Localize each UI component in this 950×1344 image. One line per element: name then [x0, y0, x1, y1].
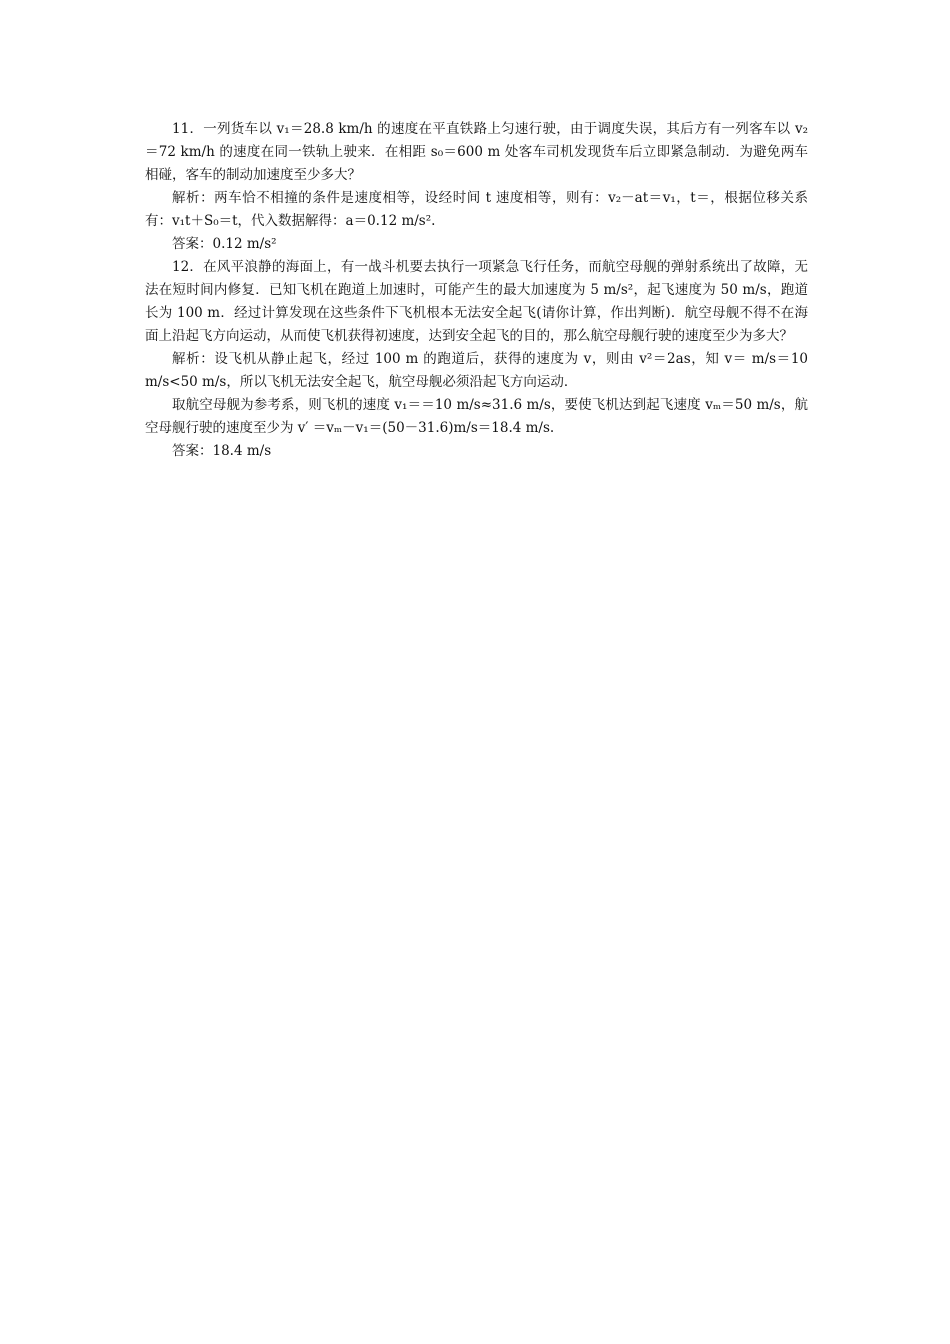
problem-11: [145, 118, 808, 256]
problem-12-question: 12．在风平浪静的海面上，有一战斗机要去执行一项紧急飞行任务，而航空母舰的弹射系统出了故障，无法在短时间内修复．已知飞机在跑道上加速时，可能产生的最大加速度为 5 m/s²，起飞速度为 50 m/s，跑道长为 100 m．经过计算发现在这些条件下飞机根本无法安全起飞(请你计算，作出判断)．航空母舰不得不在海面上沿起飞方向运动，从而使飞机获得初速度，达到安全起飞的目的，那么航空母舰行驶的速度至少为多大？: [145, 259, 808, 344]
problem-11-answer: 答案：0.12 m/s²: [172, 236, 277, 252]
problem-11-question: 11．一列货车以 v₁＝28.8 km/h 的速度在平直铁路上匀速行驶，由于调度失误，其后方有一列客车以 v₂＝72 km/h 的速度在同一铁轨上驶来．在相距 s₀＝600 m 处客车司机发现货车后立即紧急制动．为避免两车相碰，客车的制动加速度至少多大？: [145, 121, 808, 183]
document-page: [145, 118, 808, 463]
problem-12: [145, 256, 808, 463]
problem-12-answer: 答案：18.4 m/s: [172, 443, 272, 459]
problem-11-solution: 解析：两车恰不相撞的条件是速度相等，设经时间 t 速度相等，则有：v₂－at＝v₁，t＝，根据位移关系有：v₁t＋S₀＝t，代入数据解得：a＝0.12 m/s².: [145, 190, 808, 229]
problem-12-solution-1: 解析：设飞机从静止起飞，经过 100 m 的跑道后，获得的速度为 v，则由 v²＝2as，知 v＝ m/s＝10 m/s<50 m/s，所以飞机无法安全起飞，航空母舰必须沿起飞方向运动．: [145, 351, 808, 390]
problem-12-solution-2: 取航空母舰为参考系，则飞机的速度 v₁＝＝10 m/s≈31.6 m/s，要使飞机达到起飞速度 vₘ＝50 m/s，航空母舰行驶的速度至少为 v′ ＝vₘ－v₁＝(50－31.6)m/s＝18.4 m/s.: [145, 397, 808, 436]
